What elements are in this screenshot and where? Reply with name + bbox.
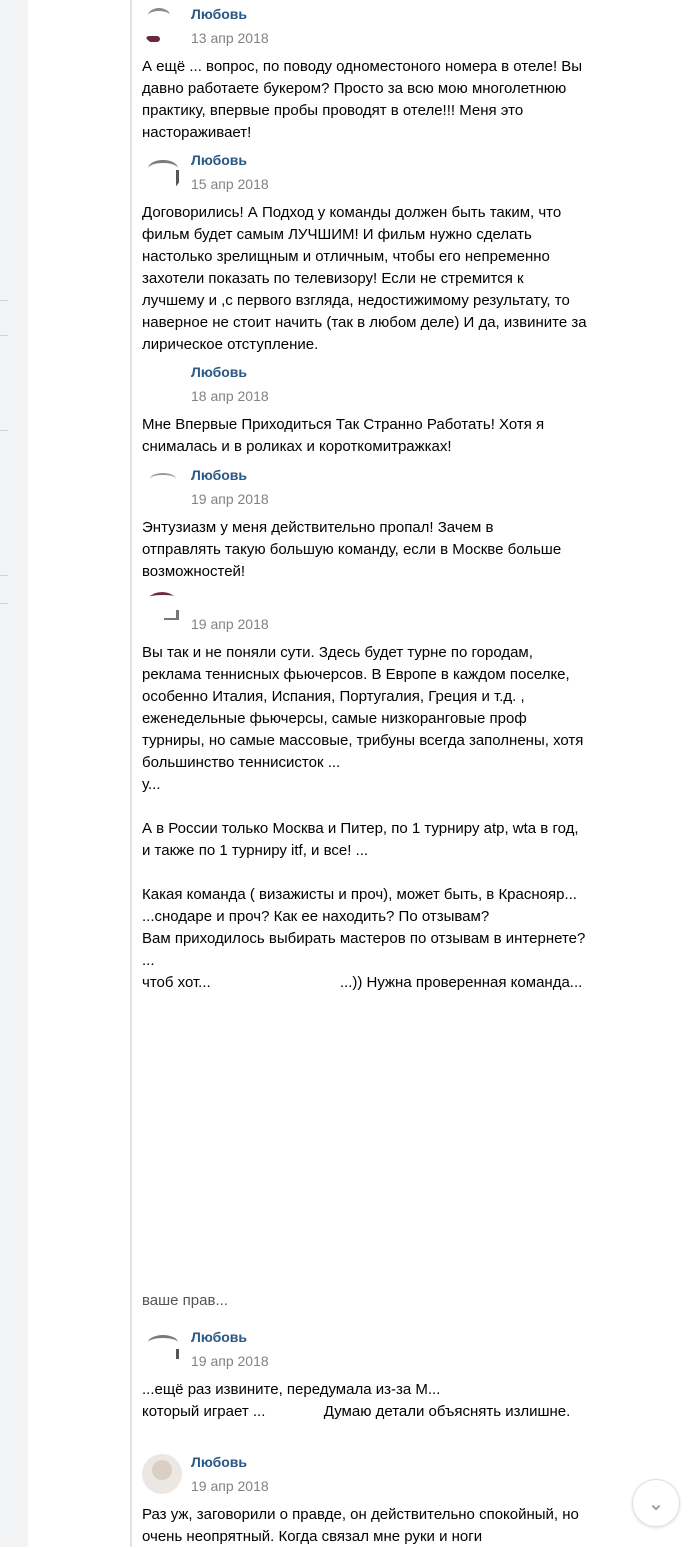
message-item [142,588,587,994]
gutter-mark [0,603,8,604]
message-item [142,1450,587,1548]
author-name[interactable]: Любовь [191,152,248,168]
avatar[interactable] [142,152,182,192]
chevron-down-icon: ⌄ [647,1492,665,1515]
message-header [142,2,587,50]
message-header [142,588,587,636]
avatar[interactable] [142,1329,182,1369]
message-text: Договорились! А Подход у команды должен быть таким, что фильм будет самым ЛУЧШИМ! И фильм нужно сделать настолько зрелищным и отличным, чтобы его непременно захотели показать по телевизору! Если не стремится к лучшему и ,с первого взгляда, недостижимому результату, то наверное не стоит начить (так в любом деле) И да, извините за лирическое отступление. [142,204,591,353]
avatar[interactable] [142,467,182,507]
message-date[interactable]: 19 апр 2018 [191,1478,269,1494]
left-gutter [0,0,28,1547]
message-date[interactable]: 15 апр 2018 [191,176,269,192]
gutter-mark [0,575,8,576]
message-header [142,1450,587,1498]
author-name[interactable]: Любовь [191,467,248,483]
message-header [142,148,587,196]
thread-line [130,0,132,1547]
avatar[interactable] [142,6,182,46]
message-text: Вы так и не поняли сути. Здесь будет турне по городам, реклама теннисных фьючерсов. В Европе в каждом поселке, особенно Италия, Испания, Португалия, Греция и т.д. , еженедельные фьючерсы, самые низкоранговые проф турниры, но самые массовые, трибуны всегда заполнены, хотя большинство теннисисток ... у... А в России только Москва и Питер, по 1 турниру atp, wta в год, и также по 1 турниру itf, и все! ... Какая команда ( визажисты и проч), может быть, в Краснояр... ...снодаре и проч? Как ее находить? По отзывам? Вам приходилось выбирать мастеров по отзывам в интернете? ... чтоб хот... ...)) Нужна проверенная команда... [142,644,586,991]
message-date[interactable]: 19 апр 2018 [191,1353,269,1369]
avatar[interactable] [142,1454,182,1494]
redacted-area [133,1022,613,1284]
message-text: ваше прав... [142,1292,228,1309]
message-item [142,1325,587,1423]
gutter-mark [0,335,8,336]
message-item [142,2,587,144]
message-date[interactable]: 13 апр 2018 [191,30,269,46]
message-text: А ещё ... вопрос, по поводу одноместоного номера в отеле! Вы давно работаете букером? Просто за всю мою многолетнюю практику, впервые пробы проводят в отеле!!! Меня это настораживает! [142,58,587,141]
message-date[interactable]: 18 апр 2018 [191,388,269,404]
author-name[interactable]: Любовь [191,1329,248,1345]
message-text: Раз уж, заговорили о правде, он действительно спокойный, но очень неопрятный. Когда связал мне руки и ноги [142,1506,584,1545]
author-name[interactable]: Любовь [191,1454,248,1470]
message-text: ...ещё раз извините, передумала из-за М... который играет ... Думаю детали объяснять излишне. [142,1381,571,1420]
message-date[interactable]: 19 апр 2018 [191,616,269,632]
message-item [142,1290,587,1312]
avatar[interactable] [142,364,182,404]
gutter-mark [0,430,8,431]
message-text: Мне Впервые Приходиться Так Странно Работать! Хотя я снималась и в роликах и короткомитражках! [142,416,549,455]
message-item [142,360,587,458]
avatar[interactable] [142,592,182,632]
message-text: Энтузиазм у меня действительно пропал! Зачем в отправлять такую большую команду, если в Москве больше возможностей! [142,519,566,580]
author-name[interactable]: Любовь [191,6,248,22]
message-header [142,1325,587,1373]
message-item [142,148,591,356]
scroll-down-button[interactable] [632,1479,680,1527]
gutter-mark [0,300,8,301]
message-header [142,463,587,511]
message-date[interactable]: 19 апр 2018 [191,491,269,507]
author-name[interactable]: Любовь [191,364,248,380]
message-item [142,463,587,583]
message-header [142,360,587,408]
